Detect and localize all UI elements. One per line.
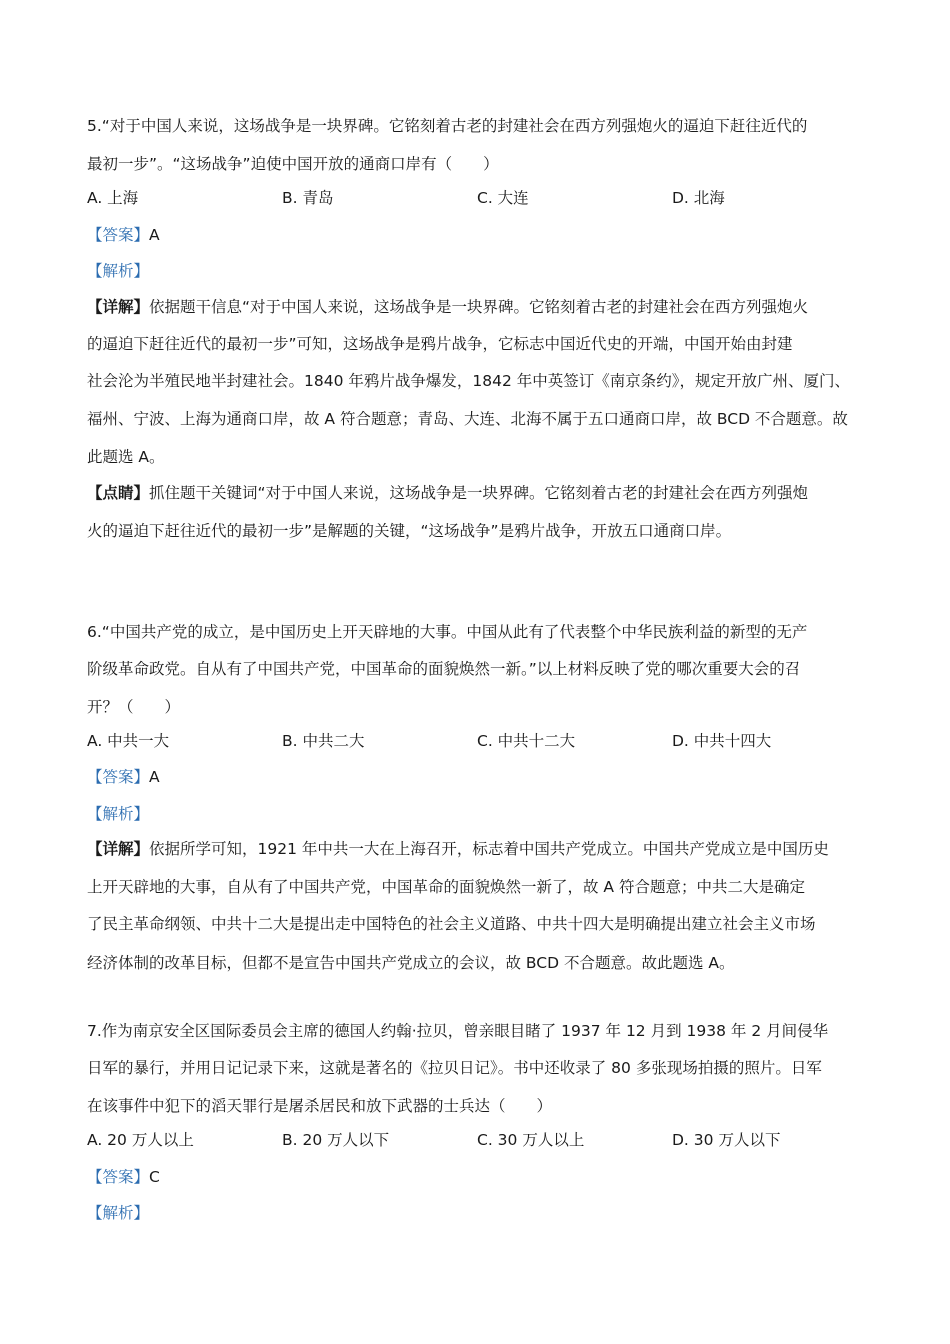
q6-options: [87, 731, 877, 751]
q7-options: [87, 1130, 877, 1150]
q6-option-d: D. 中共十四大: [672, 732, 772, 750]
q5-detail-line-1: [87, 297, 877, 317]
q6-detail-line-1: [87, 839, 877, 859]
q6-detail-line-4: 经济体制的改革目标，但都不是宣告中国共产党成立的会议，故 BCD 不合题意。故此题选 A。: [87, 954, 735, 972]
q7-answer-value: C: [149, 1168, 160, 1186]
q5-answer-value: A: [149, 226, 160, 244]
q7-answer-tag: 【答案】: [87, 1168, 150, 1186]
q5-point-text-1: 抓住题干关键词“对于中国人来说，这场战争是一块界碑。它铭刻着古老的封建社会在西方列强炮: [149, 484, 809, 502]
q6-option-c: C. 中共十二大: [477, 732, 576, 750]
q6-option-b: B. 中共二大: [282, 732, 365, 750]
q7-stem-line-3: 在该事件中犯下的滔天罪行是屠杀居民和放下武器的士兵达（ ）: [87, 1097, 553, 1115]
q6-answer-tag: 【答案】: [87, 768, 150, 786]
q7-option-c: C. 30 万人以上: [477, 1131, 585, 1149]
q6-answer: [87, 767, 877, 787]
q7-option-a: A. 20 万人以上: [87, 1131, 194, 1149]
q5-detail-line-3: 社会沦为半殖民地半封建社会。1840 年鸦片战争爆发，1842 年中英签订《南京条约》，规定开放广州、厦门、: [87, 372, 850, 390]
q5-stem-line-1: 5.“对于中国人来说，这场战争是一块界碑。它铭刻着古老的封建社会在西方列强炮火的逼迫下赶往近代的: [87, 117, 808, 135]
q7-option-d: D. 30 万人以下: [672, 1131, 781, 1149]
q5-options: [87, 188, 877, 208]
q6-detail-line-2: 上开天辟地的大事，自从有了中国共产党，中国革命的面貌焕然一新了，故 A 符合题意；中共二大是确定: [87, 878, 805, 896]
q5-detail-text-1: 依据题干信息“对于中国人来说，这场战争是一块界碑。它铭刻着古老的封建社会在西方列强炮火: [149, 298, 809, 316]
q5-point-line-2: 火的逼迫下赶往近代的最初一步”是解题的关键，“这场战争”是鸦片战争，开放五口通商口岸。: [87, 522, 732, 540]
q5-point-line-1: [87, 483, 877, 503]
q6-stem-line-3: 开？（ ）: [87, 698, 181, 716]
q7-answer: [87, 1167, 877, 1187]
q7-option-b: B. 20 万人以下: [282, 1131, 390, 1149]
q5-point-tag: 【点睛】: [87, 484, 150, 502]
q5-detail-tag: 【详解】: [87, 298, 150, 316]
q7-stem-line-2: 日军的暴行，并用日记记录下来，这就是著名的《拉贝日记》。书中还收录了 80 多张现场拍摄的照片。日军: [87, 1059, 822, 1077]
q5-analysis-tag: 【解析】: [87, 262, 150, 280]
q6-detail-text-1: 依据所学可知，1921 年中共一大在上海召开，标志着中国共产党成立。中国共产党成立是中国历史: [149, 840, 829, 858]
q7-analysis-tag: 【解析】: [87, 1204, 150, 1222]
q6-analysis: [87, 804, 877, 824]
q5-answer-tag: 【答案】: [87, 226, 150, 244]
q6-detail-tag: 【详解】: [87, 840, 150, 858]
q6-detail-line-3: 了民主革命纲领、中共十二大是提出走中国特色的社会主义道路、中共十四大是明确提出建立社会主义市场: [87, 915, 816, 933]
q5-stem-line-2: 最初一步”。“这场战争”迫使中国开放的通商口岸有（ ）: [87, 155, 499, 173]
q5-detail-line-5: 此题选 A。: [87, 448, 165, 466]
q5-detail-line-2: 的逼迫下赶往近代的最初一步”可知，这场战争是鸦片战争，它标志中国近代史的开端，中国开始由封建: [87, 335, 793, 353]
q5-detail-line-4: 福州、宁波、上海为通商口岸，故 A 符合题意；青岛、大连、北海不属于五口通商口岸，故 BCD 不合题意。故: [87, 410, 848, 428]
q5-answer: [87, 225, 877, 245]
q5-option-d: D. 北海: [672, 189, 725, 207]
q7-analysis: [87, 1203, 877, 1223]
q6-answer-value: A: [149, 768, 160, 786]
q5-analysis: [87, 261, 877, 281]
q6-stem-line-2: 阶级革命政党。自从有了中国共产党，中国革命的面貌焕然一新。”以上材料反映了党的哪次重要大会的召: [87, 660, 801, 678]
q5-option-b: B. 青岛: [282, 189, 334, 207]
q5-option-c: C. 大连: [477, 189, 529, 207]
q5-option-a: A. 上海: [87, 189, 139, 207]
q6-option-a: A. 中共一大: [87, 732, 170, 750]
q6-stem-line-1: 6.“中国共产党的成立，是中国历史上开天辟地的大事。中国从此有了代表整个中华民族利益的新型的无产: [87, 623, 808, 641]
q6-analysis-tag: 【解析】: [87, 805, 150, 823]
q7-stem-line-1: 7.作为南京安全区国际委员会主席的德国人约翰·拉贝，曾亲眼目睹了 1937 年 12 月到 1938 年 2 月间侵华: [87, 1022, 829, 1040]
